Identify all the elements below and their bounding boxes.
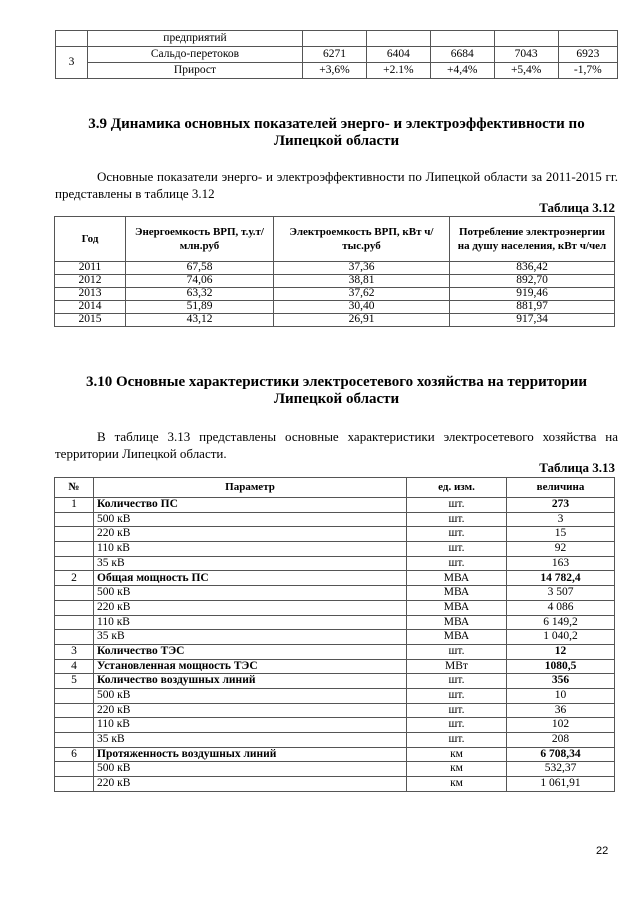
cell: 6 bbox=[55, 747, 94, 762]
cell: 532,37 bbox=[507, 762, 615, 777]
column-header: величина bbox=[507, 478, 615, 498]
cell: 110 кВ bbox=[94, 542, 407, 557]
cell: МВА bbox=[407, 630, 507, 645]
cell bbox=[55, 600, 94, 615]
table-row bbox=[55, 659, 615, 674]
cell: 6 149,2 bbox=[507, 615, 615, 630]
table-row bbox=[55, 512, 615, 527]
cell: 1 bbox=[55, 498, 94, 513]
table-row bbox=[55, 556, 615, 571]
cell: +4,4% bbox=[430, 63, 494, 79]
table-row bbox=[56, 31, 618, 47]
cell: 10 bbox=[507, 688, 615, 703]
table-row bbox=[55, 674, 615, 689]
cell: шт. bbox=[407, 718, 507, 733]
cell: 63,32 bbox=[126, 288, 274, 301]
cell bbox=[55, 512, 94, 527]
column-header: Потребление электроэнергии на душу населения, кВт ч/чел bbox=[450, 217, 615, 262]
cell: МВА bbox=[407, 600, 507, 615]
table-row bbox=[55, 571, 615, 586]
cell: +2.1% bbox=[366, 63, 430, 79]
cell: шт. bbox=[407, 674, 507, 689]
table-row bbox=[55, 615, 615, 630]
cell: 102 bbox=[507, 718, 615, 733]
table-row bbox=[55, 703, 615, 718]
table-row bbox=[55, 275, 615, 288]
cell: 500 кВ bbox=[94, 762, 407, 777]
table-row bbox=[55, 747, 615, 762]
cell: км bbox=[407, 777, 507, 792]
cell: 110 кВ bbox=[94, 615, 407, 630]
column-header: № bbox=[55, 478, 94, 498]
column-header: ед. изм. bbox=[407, 478, 507, 498]
cell bbox=[55, 630, 94, 645]
table-row bbox=[55, 733, 615, 748]
cell: 1 040,2 bbox=[507, 630, 615, 645]
cell: 3 bbox=[56, 47, 88, 79]
cell: 2013 bbox=[55, 288, 126, 301]
cell: 220 кВ bbox=[94, 703, 407, 718]
paragraph: Основные показатели энерго- и электроэффективности по Липецкой области за 2011-2015 гг. представлены в таблице 3.12 bbox=[55, 169, 618, 201]
cell: МВт bbox=[407, 659, 507, 674]
table-caption: Таблица 3.12 bbox=[539, 200, 615, 215]
cell: предприятий bbox=[88, 31, 303, 47]
table-row bbox=[55, 718, 615, 733]
cell: Количество ТЭС bbox=[94, 644, 407, 659]
column-header: Электроемкость ВРП, кВт ч/тыс.руб bbox=[274, 217, 450, 262]
cell: 2012 bbox=[55, 275, 126, 288]
cell: МВА bbox=[407, 571, 507, 586]
page-number: 22 bbox=[596, 845, 609, 857]
column-header: Энергоемкость ВРП, т.у.т/млн.руб bbox=[126, 217, 274, 262]
cell: 836,42 bbox=[450, 262, 615, 275]
table-header-row bbox=[55, 478, 615, 498]
cell: 37,36 bbox=[274, 262, 450, 275]
cell: 12 bbox=[507, 644, 615, 659]
cell: 6684 bbox=[430, 47, 494, 63]
cell: 35 кВ bbox=[94, 630, 407, 645]
table-row bbox=[55, 314, 615, 327]
table-row bbox=[55, 777, 615, 792]
cell: шт. bbox=[407, 733, 507, 748]
table-row bbox=[55, 498, 615, 513]
cell: шт. bbox=[407, 498, 507, 513]
table-row bbox=[55, 600, 615, 615]
cell: 917,34 bbox=[450, 314, 615, 327]
cell: 356 bbox=[507, 674, 615, 689]
table-row bbox=[56, 63, 618, 79]
heading-line: Липецкой области bbox=[273, 391, 400, 407]
cell: 110 кВ bbox=[94, 718, 407, 733]
cell: Количество воздушных линий bbox=[94, 674, 407, 689]
cell: 273 bbox=[507, 498, 615, 513]
cell: 881,97 bbox=[450, 301, 615, 314]
cell: 2011 bbox=[55, 262, 126, 275]
cell: 919,46 bbox=[450, 288, 615, 301]
cell: 6404 bbox=[366, 47, 430, 63]
cell: шт. bbox=[407, 688, 507, 703]
cell: 6923 bbox=[558, 47, 617, 63]
cell: 35 кВ bbox=[94, 556, 407, 571]
cell: 500 кВ bbox=[94, 586, 407, 601]
cell bbox=[55, 615, 94, 630]
cell: 208 bbox=[507, 733, 615, 748]
cell bbox=[55, 777, 94, 792]
cell: шт. bbox=[407, 542, 507, 557]
cell: 14 782,4 bbox=[507, 571, 615, 586]
table-caption: Таблица 3.13 bbox=[539, 460, 615, 475]
cell: 220 кВ bbox=[94, 600, 407, 615]
cell: 2 bbox=[55, 571, 94, 586]
section-heading bbox=[55, 374, 618, 408]
table-row bbox=[55, 542, 615, 557]
cell: 30,40 bbox=[274, 301, 450, 314]
cell: шт. bbox=[407, 512, 507, 527]
cell: 6 708,34 bbox=[507, 747, 615, 762]
cell: Общая мощность ПС bbox=[94, 571, 407, 586]
table-header-row bbox=[55, 217, 615, 262]
cell: +5,4% bbox=[494, 63, 558, 79]
cell: 220 кВ bbox=[94, 527, 407, 542]
cell: 3 507 bbox=[507, 586, 615, 601]
cell: 163 bbox=[507, 556, 615, 571]
cell bbox=[55, 527, 94, 542]
cell: Протяженность воздушных линий bbox=[94, 747, 407, 762]
cell: шт. bbox=[407, 527, 507, 542]
cell: Количество ПС bbox=[94, 498, 407, 513]
cell bbox=[55, 703, 94, 718]
cell: 500 кВ bbox=[94, 688, 407, 703]
cell: 2015 bbox=[55, 314, 126, 327]
table-row bbox=[55, 644, 615, 659]
cell: -1,7% bbox=[558, 63, 617, 79]
table-row bbox=[55, 688, 615, 703]
cell: 3 bbox=[55, 644, 94, 659]
cell: 92 bbox=[507, 542, 615, 557]
table-row bbox=[55, 527, 615, 542]
column-header: Год bbox=[55, 217, 126, 262]
heading-line: 3.10 Основные характеристики электросетевого хозяйства на территории bbox=[85, 374, 588, 390]
cell: Сальдо-перетоков bbox=[88, 47, 303, 63]
paragraph: В таблице 3.13 представлены основные характеристики электросетевого хозяйства на территории Липецкой области. bbox=[55, 429, 618, 461]
table-3-11-continuation bbox=[55, 30, 618, 79]
cell bbox=[55, 762, 94, 777]
cell: 74,06 bbox=[126, 275, 274, 288]
cell bbox=[55, 542, 94, 557]
cell: км bbox=[407, 762, 507, 777]
cell: 26,91 bbox=[274, 314, 450, 327]
cell: 4 086 bbox=[507, 600, 615, 615]
cell: 67,58 bbox=[126, 262, 274, 275]
cell: шт. bbox=[407, 703, 507, 718]
cell bbox=[55, 688, 94, 703]
table-row bbox=[55, 586, 615, 601]
cell: 51,89 bbox=[126, 301, 274, 314]
cell: 220 кВ bbox=[94, 777, 407, 792]
cell: 4 bbox=[55, 659, 94, 674]
heading-line: Липецкой области bbox=[273, 133, 400, 149]
cell: шт. bbox=[407, 556, 507, 571]
column-header: Параметр bbox=[94, 478, 407, 498]
cell bbox=[55, 586, 94, 601]
cell: 15 bbox=[507, 527, 615, 542]
cell bbox=[55, 556, 94, 571]
cell: 37,62 bbox=[274, 288, 450, 301]
cell: 1080,5 bbox=[507, 659, 615, 674]
cell: 2014 bbox=[55, 301, 126, 314]
cell: Установленная мощность ТЭС bbox=[94, 659, 407, 674]
cell: 36 bbox=[507, 703, 615, 718]
cell: км bbox=[407, 747, 507, 762]
cell bbox=[55, 718, 94, 733]
cell: 38,81 bbox=[274, 275, 450, 288]
table-row bbox=[55, 262, 615, 275]
cell: МВА bbox=[407, 615, 507, 630]
table-row bbox=[55, 630, 615, 645]
cell: 7043 bbox=[494, 47, 558, 63]
cell: 5 bbox=[55, 674, 94, 689]
cell bbox=[55, 733, 94, 748]
table-row bbox=[55, 301, 615, 314]
heading-line: 3.9 Динамика основных показателей энерго- и электроэффективности по bbox=[88, 116, 585, 132]
cell: 500 кВ bbox=[94, 512, 407, 527]
table-row bbox=[55, 288, 615, 301]
table-3-13 bbox=[54, 477, 615, 792]
cell: 35 кВ bbox=[94, 733, 407, 748]
cell: 43,12 bbox=[126, 314, 274, 327]
cell: 1 061,91 bbox=[507, 777, 615, 792]
cell: +3,6% bbox=[303, 63, 367, 79]
cell: шт. bbox=[407, 644, 507, 659]
cell: МВА bbox=[407, 586, 507, 601]
table-row bbox=[55, 762, 615, 777]
table-row bbox=[56, 47, 618, 63]
cell: 892,70 bbox=[450, 275, 615, 288]
table-3-12 bbox=[54, 216, 615, 327]
cell: 3 bbox=[507, 512, 615, 527]
cell: 6271 bbox=[303, 47, 367, 63]
section-heading bbox=[55, 116, 618, 150]
cell: Прирост bbox=[88, 63, 303, 79]
